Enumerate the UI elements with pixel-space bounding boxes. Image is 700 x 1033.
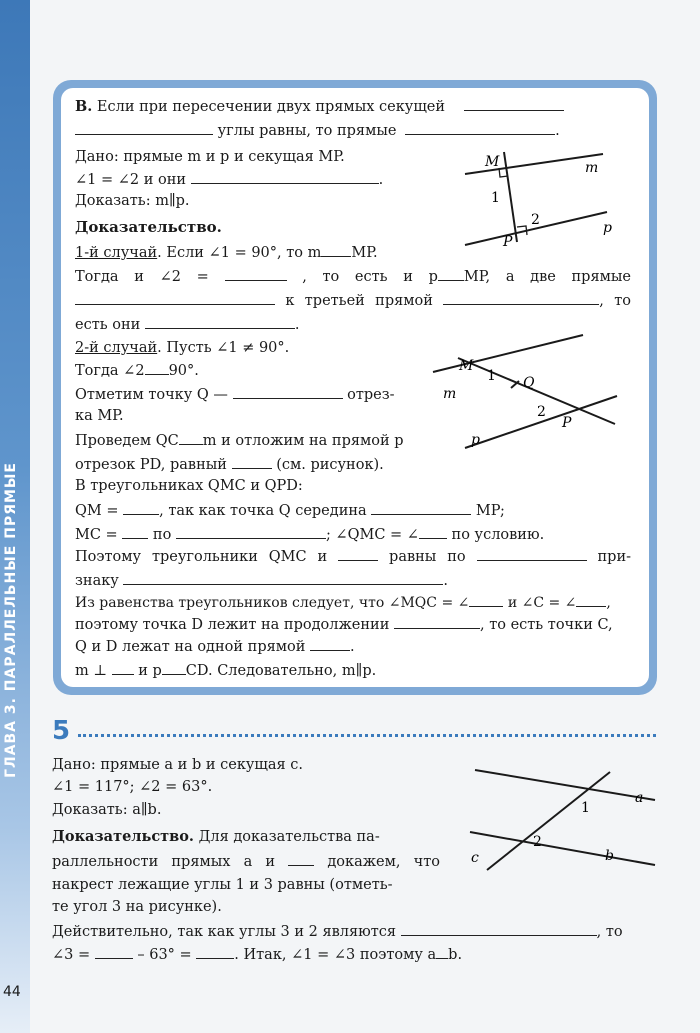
label-P: P (503, 234, 513, 250)
answer-blank[interactable] (436, 944, 448, 959)
segment-pd-line: отрезок PD, равный (см. рисунок). (75, 454, 384, 475)
answer-blank[interactable] (123, 570, 443, 585)
figure-perpendicular-lines (455, 140, 655, 255)
mark-q-line: Отметим точку Q — отрез- (75, 384, 395, 405)
line-c (487, 772, 610, 870)
case-1-then-line: Тогда и ∠2 = , то есть и p MP, а две прямые (75, 266, 631, 287)
label-angle-1: 1 (491, 190, 500, 206)
answer-blank[interactable] (123, 500, 159, 515)
label-Q: Q (523, 375, 535, 391)
answer-blank[interactable] (338, 546, 378, 561)
answer-blank[interactable] (75, 120, 213, 135)
secant-mp (504, 152, 517, 242)
answer-blank[interactable] (464, 96, 564, 111)
answer-blank[interactable] (145, 314, 295, 329)
equality-line: Из равенства треугольников следует, что ∠MQC = ∠ и ∠C = ∠ , (75, 592, 611, 613)
label-p: p (471, 432, 480, 448)
label-P: P (562, 415, 572, 431)
mc-line: MC = по ; ∠QMC = ∠ по условию. (75, 524, 544, 545)
figure-secant-midpoint (425, 330, 625, 455)
answer-blank[interactable] (469, 592, 503, 607)
label-angle-2: 2 (537, 404, 546, 420)
answer-blank[interactable] (371, 500, 471, 515)
case-2-line: 2-й случай. Пусть ∠1 ≠ 90°. (75, 340, 290, 356)
task-5-indeed-line: Действительно, так как углы 3 и 2 являются , то (52, 921, 623, 942)
answer-blank[interactable] (477, 546, 587, 561)
line-b (470, 832, 655, 865)
answer-blank[interactable] (576, 592, 606, 607)
answer-blank[interactable] (122, 524, 148, 539)
task-5-proof-line-4: те угол 3 на рисунке). (52, 899, 222, 915)
task-number: 5 (52, 716, 71, 746)
label-angle-1: 1 (487, 368, 496, 384)
case-2-then-line: Тогда ∠2 90°. (75, 360, 199, 381)
answer-blank[interactable] (288, 851, 314, 866)
answer-blank[interactable] (232, 454, 272, 469)
draw-qc-line: Проведем QC m и отложим на прямой p (75, 430, 404, 451)
qm-line: QM = , так как точка Q середина MP; (75, 500, 505, 521)
answer-blank[interactable] (419, 524, 447, 539)
proof-title: Доказательство. (52, 828, 194, 845)
task-5-proof-line-3: накрест лежащие углы 1 и 3 равны (отметь- (52, 877, 393, 893)
proof-title: Доказательство. (75, 218, 222, 236)
given-line: Дано: прямые m и p и секущая MP. (75, 149, 345, 165)
page-number: 44 (3, 984, 21, 1000)
case-1-third-line: к третьей прямой , то (75, 290, 631, 311)
task-b-line-2: углы равны, то прямые . (75, 120, 560, 141)
task-5-angles: ∠1 = 117°; ∠2 = 63°. (52, 779, 213, 795)
label-a: a (635, 790, 644, 806)
label-c: c (471, 850, 479, 866)
label-M: M (459, 358, 474, 374)
task-5-given: Дано: прямые a и b и секущая c. (52, 757, 304, 773)
case-1-line: 1-й случай. Если ∠1 = 90°, то m MP. (75, 242, 378, 263)
equal-triangles-line: Поэтому треугольники QMC и равны по при- (75, 546, 631, 567)
answer-blank[interactable] (196, 944, 234, 959)
answer-blank[interactable] (405, 120, 555, 135)
answer-blank[interactable] (112, 660, 134, 675)
answer-blank[interactable] (176, 524, 326, 539)
answer-blank[interactable] (443, 290, 599, 305)
chapter-title: ГЛАВА 3. ПАРАЛЛЕЛЬНЫЕ ПРЯМЫЕ (3, 462, 19, 778)
answer-blank[interactable] (191, 169, 379, 184)
task-5-proof-line-1: Доказательство. Для доказательства па- (52, 828, 380, 845)
label-angle-2: 2 (533, 834, 542, 850)
figure-task-5 (465, 760, 665, 875)
label-p: p (603, 220, 612, 236)
answer-blank[interactable] (75, 290, 275, 305)
task-5-result-line: ∠3 = – 63° = . Итак, ∠1 = ∠3 поэтому a b. (52, 944, 462, 965)
answer-blank[interactable] (321, 242, 351, 257)
prove-line: Доказать: m∥p. (75, 193, 190, 209)
task-divider (78, 734, 656, 737)
case-1-conclusion-line: есть они . (75, 314, 300, 335)
answer-blank[interactable] (394, 614, 480, 629)
answer-blank[interactable] (233, 384, 343, 399)
answer-blank[interactable] (438, 266, 464, 281)
task-b-line-1: В. Если при пересечении двух прямых секущей (75, 96, 564, 117)
label-b: b (605, 848, 614, 864)
label-angle-1: 1 (581, 800, 590, 816)
answer-blank[interactable] (310, 636, 350, 651)
sign-line: знаку . (75, 570, 448, 591)
answer-blank[interactable] (401, 921, 597, 936)
answer-blank[interactable] (145, 360, 169, 375)
answer-blank[interactable] (225, 266, 287, 281)
label-m: m (585, 160, 599, 176)
line-m (433, 335, 583, 372)
triangles-line: В треугольниках QMC и QPD: (75, 478, 303, 494)
line-a (475, 770, 655, 800)
label-M: M (485, 154, 500, 170)
continuation-line: поэтому точка D лежит на продолжении , то есть точки C, (75, 614, 613, 635)
given-line-2: ∠1 = ∠2 и они . (75, 169, 383, 190)
answer-blank[interactable] (162, 660, 186, 675)
answer-blank[interactable] (95, 944, 133, 959)
mark-q-line-2: ка MP. (75, 408, 124, 424)
task-5-proof-line-2: раллельности прямых a и докажем, что (52, 851, 440, 872)
label-m: m (443, 386, 457, 402)
final-line: m ⊥ и p CD. Следовательно, m∥p. (75, 660, 376, 681)
task-5-prove: Доказать: a∥b. (52, 802, 162, 818)
label-angle-2: 2 (531, 212, 540, 228)
task-marker: В. (75, 98, 93, 115)
answer-blank[interactable] (179, 430, 203, 445)
collinear-line: Q и D лежат на одной прямой . (75, 636, 355, 657)
